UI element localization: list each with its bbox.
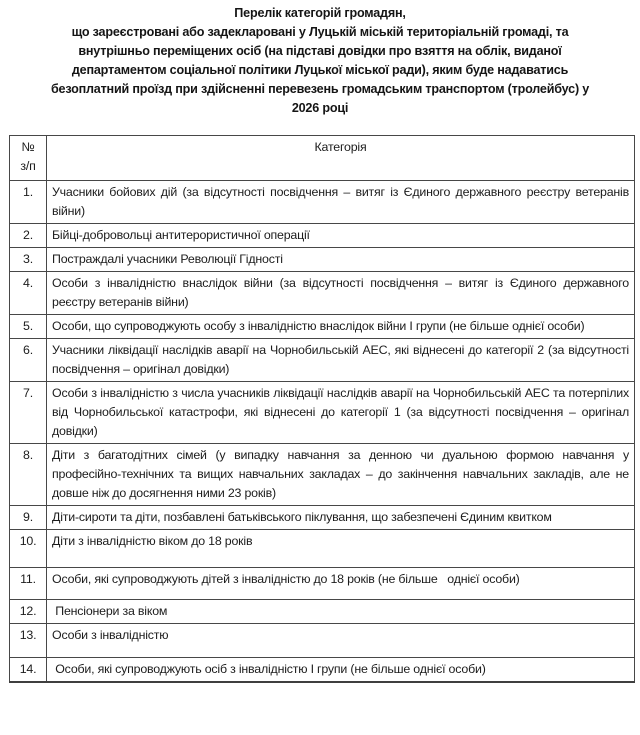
document-title [8, 4, 632, 118]
row-number-cell: 8. [10, 444, 47, 506]
category-cell: Учасники бойових дій (за відсутності посвідчення – витяг із Єдиного державного реєстру ветеранів війни) [47, 181, 635, 224]
row-number-cell: 12. [10, 600, 47, 624]
row-number-cell: 4. [10, 272, 47, 315]
title-line: безоплатний проїзд при здійсненні перевезень громадським транспортом (тролейбус) у [50, 82, 590, 96]
title-line: 2026 році [291, 101, 349, 115]
category-cell: Особи з інвалідністю [47, 624, 635, 658]
header-number-cell [10, 136, 47, 181]
header-category-cell: Категорія [47, 136, 635, 181]
row-number-cell: 9. [10, 506, 47, 530]
title-line: що зареєстровані або задекларовані у Луцькій міській територіальній громаді, та [71, 25, 569, 39]
row-number-cell: 2. [10, 224, 47, 248]
table-row [10, 248, 635, 272]
header-number-bottom: з/п [20, 159, 36, 173]
category-cell: Особи з інвалідністю з числа учасників ліквідації наслідків аварії на Чорнобильській АЕС та потерпілих від Чорнобильської катастрофи, які віднесені до категорії 1 (за відсутності посвідчення – оригінал довідки) [47, 382, 635, 444]
category-cell: Постраждалі учасники Революції Гідності [47, 248, 635, 272]
title-line: Перелік категорій громадян, [234, 6, 406, 20]
table-row [10, 624, 635, 658]
table-row [10, 272, 635, 315]
category-cell: Діти з інвалідністю віком до 18 років [47, 530, 635, 568]
category-cell: Діти-сироти та діти, позбавлені батьківського піклування, що забезпечені Єдиним квитком [47, 506, 635, 530]
table-row [10, 382, 635, 444]
title-line: департаментом соціальної політики Луцької міської ради), яким буде надаватись [71, 63, 569, 77]
table-row [10, 224, 635, 248]
category-cell: Особи, які супроводжують осіб з інвалідністю І групи (не більше однієї особи) [47, 658, 635, 683]
table-row [10, 530, 635, 568]
table-row [10, 339, 635, 382]
category-cell: Діти з багатодітних сімей (у випадку навчання за денною чи дуальною формою навчання у професійно-технічних та вищих навчальних закладах – до закінчення навчальних закладів, але не довше ніж до досягнення ними 23 років) [47, 444, 635, 506]
table-row [10, 444, 635, 506]
row-number-cell: 7. [10, 382, 47, 444]
category-cell: Особи з інвалідністю внаслідок війни (за відсутності посвідчення – витяг із Єдиного державного реєстру ветеранів війни) [47, 272, 635, 315]
table-header [10, 136, 635, 181]
header-row [10, 136, 635, 181]
table-row [10, 506, 635, 530]
table-row [10, 568, 635, 600]
table-row [10, 181, 635, 224]
row-number-cell: 11. [10, 568, 47, 600]
category-cell: Учасники ліквідації наслідків аварії на Чорнобильській АЕС, які віднесені до категорії 2 (за відсутності посвідчення – оригінал довідки) [47, 339, 635, 382]
table-body [10, 181, 635, 683]
title-line: внутрішньо переміщених осіб (на підставі довідки про взяття на облік, виданої [78, 44, 562, 58]
row-number-cell: 13. [10, 624, 47, 658]
row-number-cell: 6. [10, 339, 47, 382]
row-number-cell: 14. [10, 658, 47, 683]
category-cell: Пенсіонери за віком [47, 600, 635, 624]
row-number-cell: 3. [10, 248, 47, 272]
category-cell: Особи, які супроводжують дітей з інвалідністю до 18 років (не більше однієї особи) [47, 568, 635, 600]
row-number-cell: 1. [10, 181, 47, 224]
row-number-cell: 10. [10, 530, 47, 568]
document-page [0, 4, 640, 735]
category-cell: Бійці-добровольці антитерористичної операції [47, 224, 635, 248]
header-number-top: № [21, 140, 35, 154]
row-number-cell: 5. [10, 315, 47, 339]
category-cell: Особи, що супроводжують особу з інвалідністю внаслідок війни І групи (не більше однієї особи) [47, 315, 635, 339]
table-row [10, 315, 635, 339]
categories-table [9, 135, 635, 683]
table-row [10, 600, 635, 624]
table-row [10, 658, 635, 683]
